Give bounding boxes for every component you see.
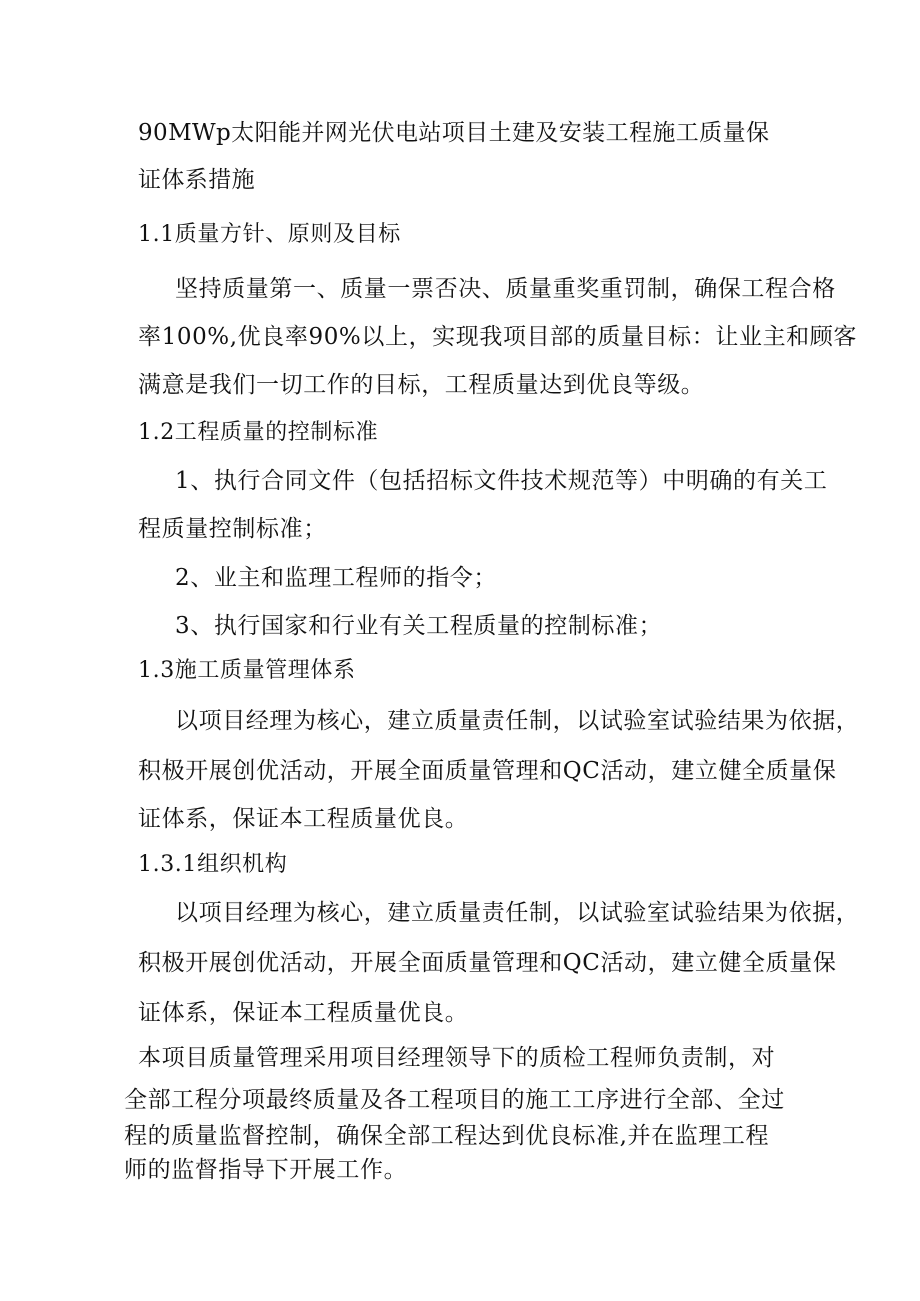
paragraph-line: 本项目质量管理采用项目经理领导下的质检工程师负责制，对 xyxy=(138,1045,776,1071)
paragraph-line: 以项目经理为核心，建立质量责任制，以试验室试验结果为依据， xyxy=(175,708,860,734)
paragraph-line: 积极开展创优活动，开展全面质量管理和QC活动，建立健全质量保 xyxy=(138,950,837,976)
paragraph-line: 证体系，保证本工程质量优良。 xyxy=(138,1000,469,1026)
paragraph-line: 坚持质量第一、质量一票否决、质量重奖重罚制，确保工程合格 xyxy=(175,276,836,302)
paragraph-line: 以项目经理为核心，建立质量责任制，以试验室试验结果为依据， xyxy=(175,900,860,926)
list-item-1: 1、执行合同文件（包括招标文件技术规范等）中明确的有关工 xyxy=(175,468,828,494)
list-item-3: 3、执行国家和行业有关工程质量的控制标准； xyxy=(175,613,663,639)
section-heading-1-3: 1.3施工质量管理体系 xyxy=(138,658,356,683)
paragraph-line: 师的监督指导下开展工作。 xyxy=(124,1157,408,1183)
section-heading-1-3-1: 1.3.1组织机构 xyxy=(138,852,288,877)
paragraph-line: 程的质量监督控制，确保全部工程达到优良标准,并在监理工程 xyxy=(124,1123,770,1149)
paragraph-line: 全部工程分项最终质量及各工程项目的施工工序进行全部、全过 xyxy=(124,1087,785,1113)
paragraph-line: 率100%,优良率90%以上，实现我项目部的质量目标：让业主和顾客 xyxy=(138,324,857,350)
paragraph-line: 证体系，保证本工程质量优良。 xyxy=(138,806,469,832)
list-item-2: 2、业主和监理工程师的指令； xyxy=(175,565,498,591)
document-title-line-1: 90MWp太阳能并网光伏电站项目土建及安装工程施工质量保 xyxy=(138,120,770,146)
paragraph-line: 积极开展创优活动，开展全面质量管理和QC活动，建立健全质量保 xyxy=(138,758,837,784)
list-item-1-cont: 程质量控制标准； xyxy=(138,516,327,542)
paragraph-line: 满意是我们一切工作的目标，工程质量达到优良等级。 xyxy=(138,372,705,398)
section-heading-1-2: 1.2工程质量的控制标准 xyxy=(138,420,379,445)
document-title-line-2: 证体系措施 xyxy=(138,167,255,193)
section-heading-1-1: 1.1质量方针、原则及目标 xyxy=(138,222,401,247)
